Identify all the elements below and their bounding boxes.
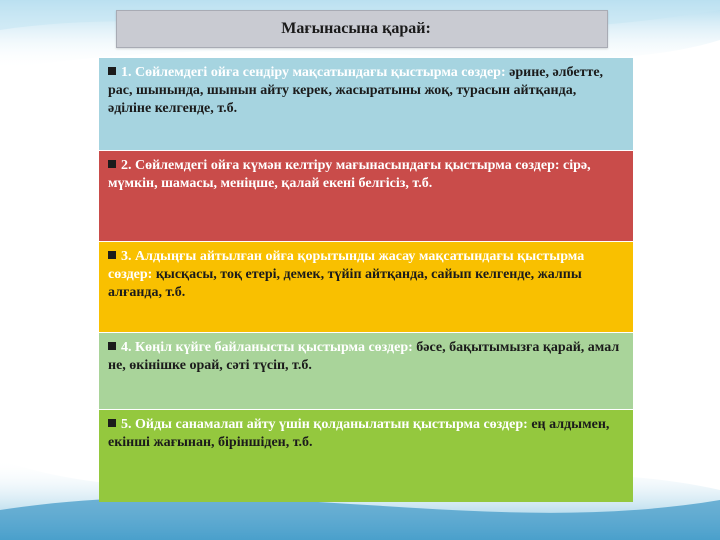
row-examples: ең алдымен, екінші жағынан, біріншіден, т.б. — [108, 417, 610, 450]
square-bullet-icon — [108, 67, 116, 75]
row-heading: 2. Сөйлемдегі ойға күмән келтіру мағынасындағы қыстырма сөздер: — [121, 158, 560, 173]
category-row-4 — [99, 333, 633, 409]
square-bullet-icon — [108, 160, 116, 168]
page-title: Мағынасына қарай: — [281, 20, 431, 37]
row-examples: әрине, әлбетте, рас, шынында, шынын айту керек, жасыратыны жоқ, турасын айтқанда, әділіне келгенде, т.б. — [108, 65, 604, 116]
row-examples: сірә, мүмкін, шамасы, меніңше, қалай екені белгісіз, т.б. — [108, 158, 591, 191]
row-heading: 1. Сөйлемдегі ойға сендіру мақсатындағы қыстырма сөздер: — [121, 65, 506, 80]
row-examples: қысқасы, тоқ етері, демек, түйіп айтқанда, сайып келгенде, жалпы алғанда, т.б. — [108, 267, 582, 300]
category-row-1 — [99, 58, 633, 150]
square-bullet-icon — [108, 419, 116, 427]
title-box — [116, 10, 608, 48]
row-heading: 5. Ойды санамалап айту үшін қолданылатын қыстырма сөздер: — [121, 417, 528, 432]
row-examples: бәсе, бақытымызға қарай, амал не, өкінішке орай, сәті түсіп, т.б. — [108, 340, 620, 373]
row-heading: 4. Көңіл күйге байланысты қыстырма сөздер: — [121, 340, 413, 355]
row-heading: 3. Алдыңғы айтылған ойға қорытынды жасау мақсатындағы қыстырма сөздер: — [108, 249, 585, 282]
category-row-5 — [99, 410, 633, 502]
category-row-2 — [99, 151, 633, 241]
square-bullet-icon — [108, 251, 116, 259]
square-bullet-icon — [108, 342, 116, 350]
category-row-3 — [99, 242, 633, 332]
